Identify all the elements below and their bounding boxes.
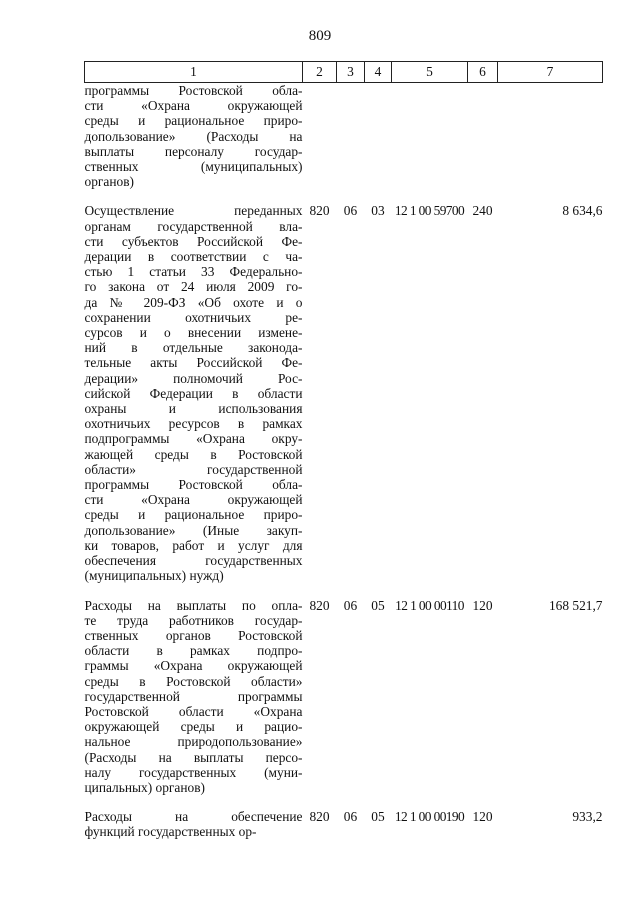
description-line: подпрограммы «Охрана окру- [84, 431, 303, 447]
description-line: области в рамках подпро- [84, 643, 303, 659]
column-header-2: 2 [303, 62, 337, 83]
cell-pr: 05 [371, 597, 385, 613]
cell-ved: 820 [309, 203, 330, 219]
column-header-7: 7 [498, 62, 603, 83]
description-line: органам государственной вла- [84, 218, 303, 234]
cell-sum: 933,2 [572, 809, 603, 825]
cell-pr: 05 [371, 809, 385, 825]
description-line: программы Ростовской обла- [84, 83, 303, 98]
description-line: жающей среды в Ростовской [84, 446, 303, 462]
description-line: среды и рациональное приро- [84, 113, 303, 129]
cell-pr [365, 83, 392, 190]
cell-pr: 03 [371, 203, 385, 219]
cell-vr: 120 [472, 597, 493, 613]
description-line: сийской Федерации в области [84, 385, 303, 401]
cell-ved: 820 [309, 597, 330, 613]
description-line: функций государственных ор- [84, 824, 257, 840]
column-header-1: 1 [85, 62, 303, 83]
description-line: допользование» (Расходы на [84, 128, 303, 144]
description-line: граммы «Охрана окружающей [84, 658, 303, 674]
row-description [85, 83, 303, 190]
description-line: ственных (муниципальных) [84, 159, 303, 175]
description-line: (муниципальных) нужд) [84, 568, 224, 584]
table-row [85, 809, 603, 839]
description-line: ний в отдельные законода- [84, 340, 303, 356]
description-line: области» государственной [84, 461, 303, 477]
description-line: дерации в соответствии с ча- [84, 249, 303, 265]
description-line: охраны и использования [84, 401, 303, 417]
cell-rz [337, 83, 365, 190]
row-description [85, 598, 303, 796]
description-line: сти «Охрана окружающей [84, 492, 303, 508]
row-description [85, 203, 303, 583]
description-line: охотничьих ресурсов в рамках [84, 416, 303, 432]
description-line: окружающей среды и рацио- [84, 719, 303, 735]
description-line: обеспечения государственных [84, 553, 303, 569]
description-line: выплаты персоналу государ- [84, 143, 303, 159]
description-line: ственных органов Ростовской [84, 627, 303, 643]
row-spacer [85, 795, 603, 809]
description-line: сти «Охрана окружающей [84, 98, 303, 114]
cell-vr [468, 83, 498, 190]
description-line: налу государственных (муни- [84, 764, 303, 780]
cell-ved: 820 [309, 809, 330, 825]
cell-rz: 06 [343, 809, 358, 825]
cell-sum [498, 83, 603, 190]
cell-csr [392, 83, 468, 190]
description-line: сохранении охотничьих ре- [84, 309, 303, 325]
description-line: ки товаров, работ и услуг для [84, 537, 303, 553]
budget-table [84, 61, 603, 840]
description-line: да № 209-ФЗ «Об охоте и о [84, 294, 303, 310]
description-line: Расходы на выплаты по опла- [84, 597, 303, 613]
description-line: сти субъектов Российской Фе- [84, 233, 303, 249]
description-line: среды в Ростовской области» [84, 673, 303, 689]
row-spacer [85, 189, 603, 203]
cell-ved [303, 83, 337, 190]
cell-vr: 240 [472, 203, 493, 219]
description-line: Ростовской области «Охрана [84, 703, 303, 719]
table-row [85, 83, 603, 190]
cell-sum: 8 634,6 [562, 203, 603, 219]
table-header [85, 62, 603, 83]
description-line: Расходы на обеспечение [84, 809, 303, 825]
description-line: среды и рациональное приро- [84, 507, 303, 523]
description-line: органов) [84, 174, 134, 190]
row-spacer [85, 584, 603, 598]
description-line: го закона от 24 июля 2009 го- [84, 279, 303, 295]
description-line: (Расходы на выплаты персо- [84, 749, 303, 765]
column-header-4: 4 [365, 62, 392, 83]
description-line: государственной программы [84, 688, 303, 704]
table-row [85, 203, 603, 583]
table-row [85, 598, 603, 796]
description-line: нальное природопользование» [84, 734, 303, 750]
column-header-5: 5 [392, 62, 468, 83]
description-line: допользование» (Иные закуп- [84, 522, 303, 538]
cell-vr: 120 [472, 809, 493, 825]
description-line: программы Ростовской обла- [84, 477, 303, 493]
column-header-3: 3 [337, 62, 365, 83]
description-line: тельные акты Российской Фе- [84, 355, 303, 371]
description-line: дерации» полномочий Рос- [84, 370, 303, 386]
description-line: Осуществление переданных [84, 203, 303, 219]
description-line: те труда работников государ- [84, 612, 303, 628]
cell-rz: 06 [343, 597, 358, 613]
cell-sum: 168 521,7 [548, 597, 603, 613]
cell-csr: 12 1 00 00110 [395, 597, 464, 613]
table-body [85, 83, 603, 840]
cell-csr: 12 1 00 00190 [394, 809, 465, 825]
description-line: стью 1 статьи 33 Федерально- [84, 264, 303, 280]
description-line: сурсов и о внесении измене- [84, 325, 303, 341]
description-line: ципальных) органов) [84, 779, 205, 795]
row-description [85, 809, 303, 839]
page-number: 809 [308, 28, 332, 44]
cell-csr: 12 1 00 59700 [394, 203, 465, 219]
column-header-6: 6 [468, 62, 498, 83]
cell-rz: 06 [343, 203, 358, 219]
